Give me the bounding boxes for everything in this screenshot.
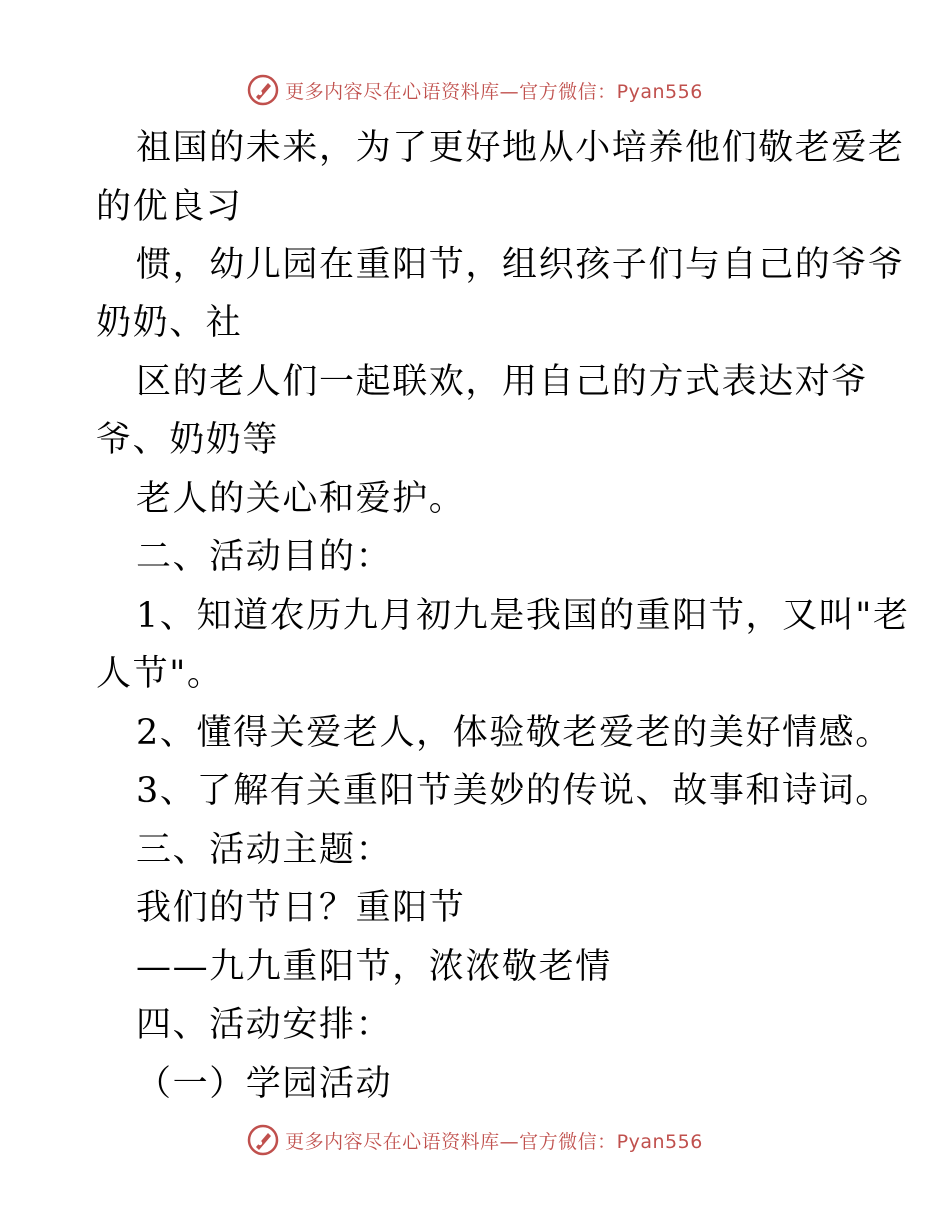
pen-logo-icon bbox=[247, 1124, 279, 1156]
list-item-continued: 人节"。 bbox=[96, 654, 224, 694]
paragraph-line: 祖国的未来，为了更好地从小培养他们敬老爱老 bbox=[136, 128, 905, 168]
footer-watermark bbox=[0, 1120, 950, 1160]
paragraph-line: 老人的关心和爱护。 bbox=[136, 479, 466, 519]
list-item: 2、懂得关爱老人，体验敬老爱老的美好情感。 bbox=[136, 713, 892, 753]
section-heading: 四、活动安排： bbox=[136, 1005, 393, 1045]
subsection-heading: （一）学园活动 bbox=[136, 1064, 393, 1104]
paragraph-line: 惯，幼儿园在重阳节，组织孩子们与自己的爷爷 bbox=[136, 245, 905, 285]
paragraph-line: 的优良习 bbox=[96, 187, 243, 227]
section-heading: 三、活动主题： bbox=[136, 830, 393, 870]
paragraph-line: 爷、奶奶等 bbox=[96, 420, 280, 460]
paragraph-line: 区的老人们一起联欢，用自己的方式表达对爷 bbox=[136, 362, 869, 402]
theme-line: 我们的节日？重阳节 bbox=[136, 888, 466, 928]
watermark-text: 更多内容尽在心语资料库—官方微信：Pyan556 bbox=[285, 1130, 703, 1153]
list-item: 3、了解有关重阳节美妙的传说、故事和诗词。 bbox=[136, 771, 892, 811]
list-item: 1、知道农历九月初九是我国的重阳节，又叫"老 bbox=[136, 596, 910, 636]
paragraph-line: 奶奶、社 bbox=[96, 303, 243, 343]
section-heading: 二、活动目的： bbox=[136, 537, 393, 577]
theme-subtitle: ——九九重阳节，浓浓敬老情 bbox=[136, 947, 612, 987]
watermark-text: 更多内容尽在心语资料库—官方微信：Pyan556 bbox=[285, 80, 703, 103]
